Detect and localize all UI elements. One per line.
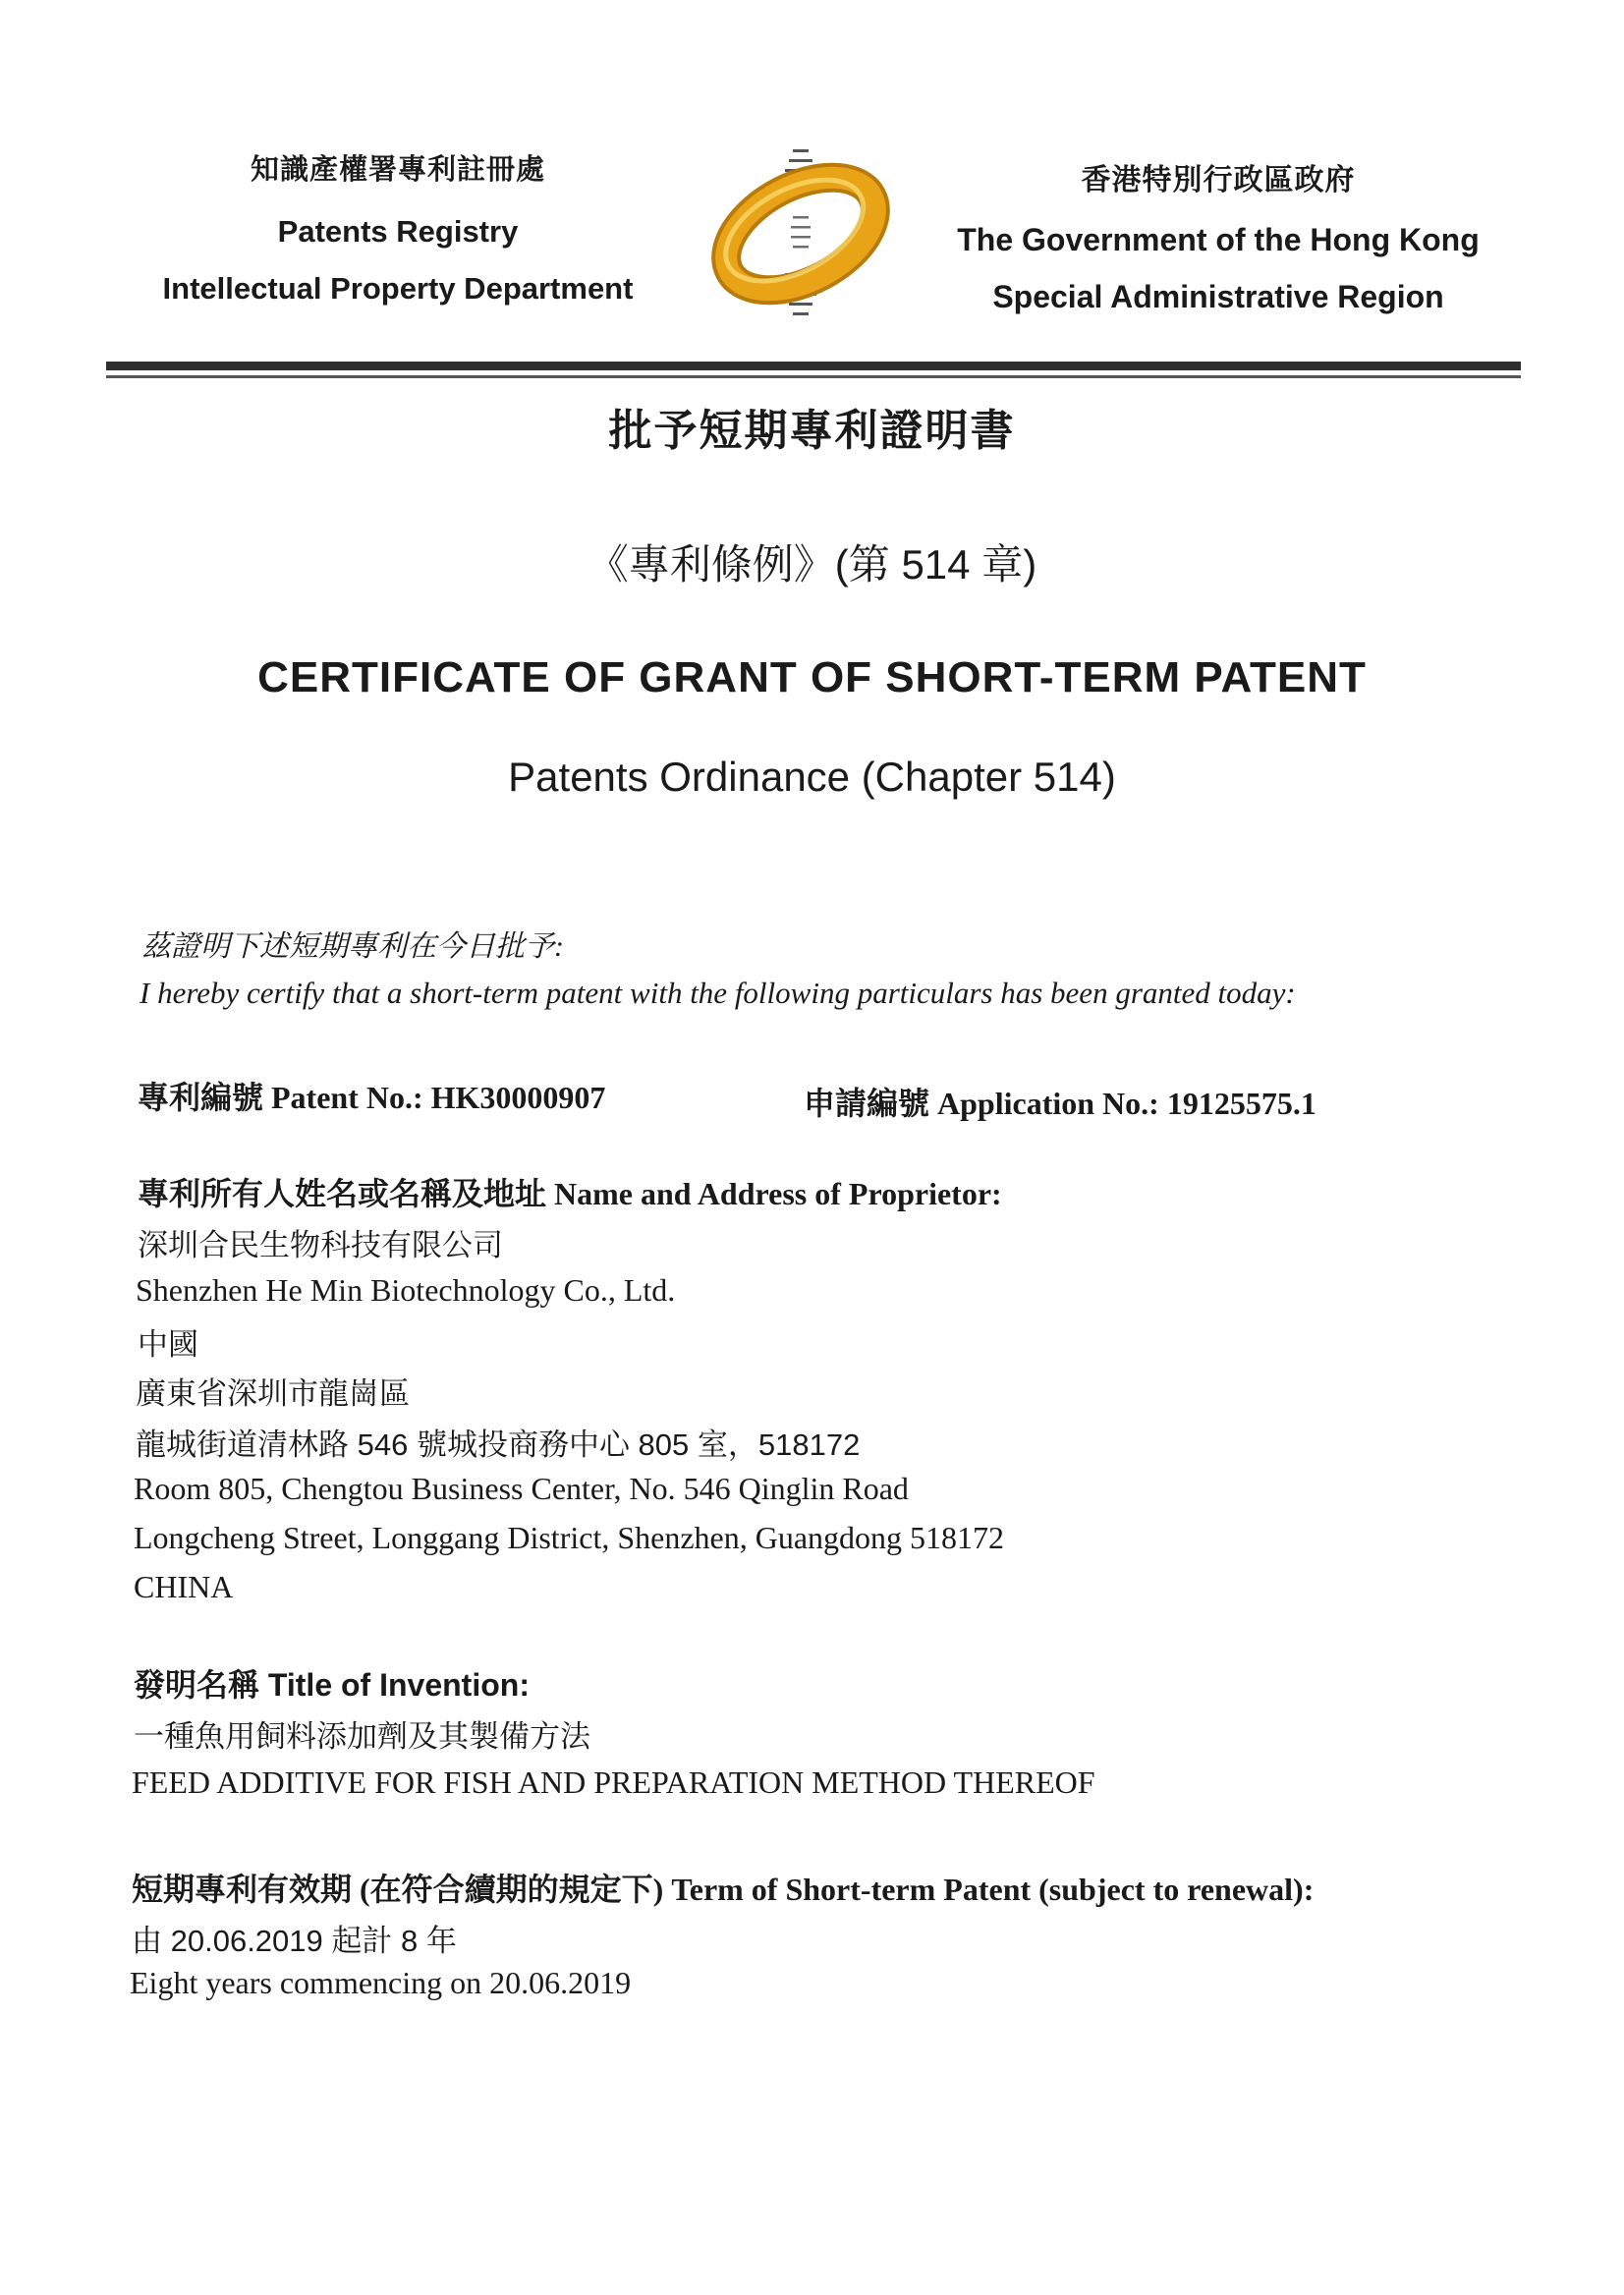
proprietor-province-chinese: 廣東省深圳市龍崗區: [136, 1376, 410, 1411]
header-divider-thin: [106, 375, 1521, 378]
invention-title: FEED ADDITIVE FOR FISH AND PREPARATION METHOD THEREOF: [132, 1764, 1095, 1800]
term-value: Eight years commencing on 20.06.2019: [130, 1965, 632, 2000]
government-name-line1: The Government of the Hong Kong: [957, 222, 1480, 257]
proprietor-address-line1: Room 805, Chengtou Business Center, No. 546 Qinglin Road: [134, 1471, 909, 1506]
term-heading: [132, 1865, 1314, 1910]
certificate-title: CERTIFICATE OF GRANT OF SHORT-TERM PATENT: [257, 653, 1367, 701]
ordinance-english: Patents Ordinance (Chapter 514): [508, 754, 1116, 800]
certify-statement-chinese: 茲證明下述短期專利在今日批予:: [141, 930, 564, 963]
application-number-row: [804, 1079, 1316, 1124]
proprietor-street-chinese: 龍城街道清林路 546 號城投商務中心 805 室，518172: [136, 1427, 861, 1462]
proprietor-country: CHINA: [134, 1569, 234, 1604]
ordinance-chinese: 《專利條例》(第 514 章): [587, 541, 1037, 588]
government-name-line2: Special Administrative Region: [992, 279, 1444, 314]
invention-heading: [134, 1660, 530, 1706]
proprietor-heading-chinese: 專利所有人姓名或名稱及地址: [138, 1176, 547, 1211]
proprietor-address-line2: Longcheng Street, Longgang District, Shenzhen, Guangdong 518172: [134, 1520, 1005, 1555]
certify-statement: I hereby certify that a short-term patent with the following particulars has been granted today:: [140, 976, 1296, 1010]
proprietor-name: Shenzhen He Min Biotechnology Co., Ltd.: [136, 1272, 676, 1308]
proprietor-country-chinese: 中國: [138, 1327, 198, 1362]
office-name-ipd: Intellectual Property Department: [162, 271, 634, 306]
patent-number-value: HK30000907: [430, 1080, 606, 1115]
invention-heading-english: Title of Invention:: [267, 1667, 530, 1703]
ring-logo-icon: [702, 147, 899, 319]
proprietor-heading-english: Name and Address of Proprietor:: [554, 1176, 1002, 1211]
proprietor-heading: [138, 1169, 1002, 1214]
office-name-chinese: 知識產權署專利註冊處: [250, 154, 545, 186]
invention-heading-chinese: 發明名稱: [134, 1667, 260, 1703]
patent-number-label: 專利編號 Patent No.:: [138, 1080, 423, 1115]
patent-number-row: [138, 1073, 605, 1118]
application-number-label: 申請編號 Application No.:: [804, 1086, 1159, 1121]
term-value-chinese: 由 20.06.2019 起計 8 年: [132, 1924, 457, 1958]
invention-title-chinese: 一種魚用飼料添加劑及其製備方法: [134, 1719, 590, 1754]
proprietor-name-chinese: 深圳合民生物科技有限公司: [138, 1228, 503, 1262]
header-divider-thick: [106, 362, 1521, 370]
office-name-patents-registry: Patents Registry: [277, 214, 519, 249]
government-name-chinese: 香港特別行政區政府: [1081, 164, 1356, 196]
certificate-title-chinese: 批予短期專利證明書: [608, 407, 1016, 455]
application-number-value: 19125575.1: [1166, 1086, 1316, 1121]
term-heading-english: Term of Short-term Patent (subject to renewal):: [671, 1872, 1315, 1907]
term-heading-chinese: 短期專利有效期 (在符合續期的規定下): [132, 1872, 664, 1907]
